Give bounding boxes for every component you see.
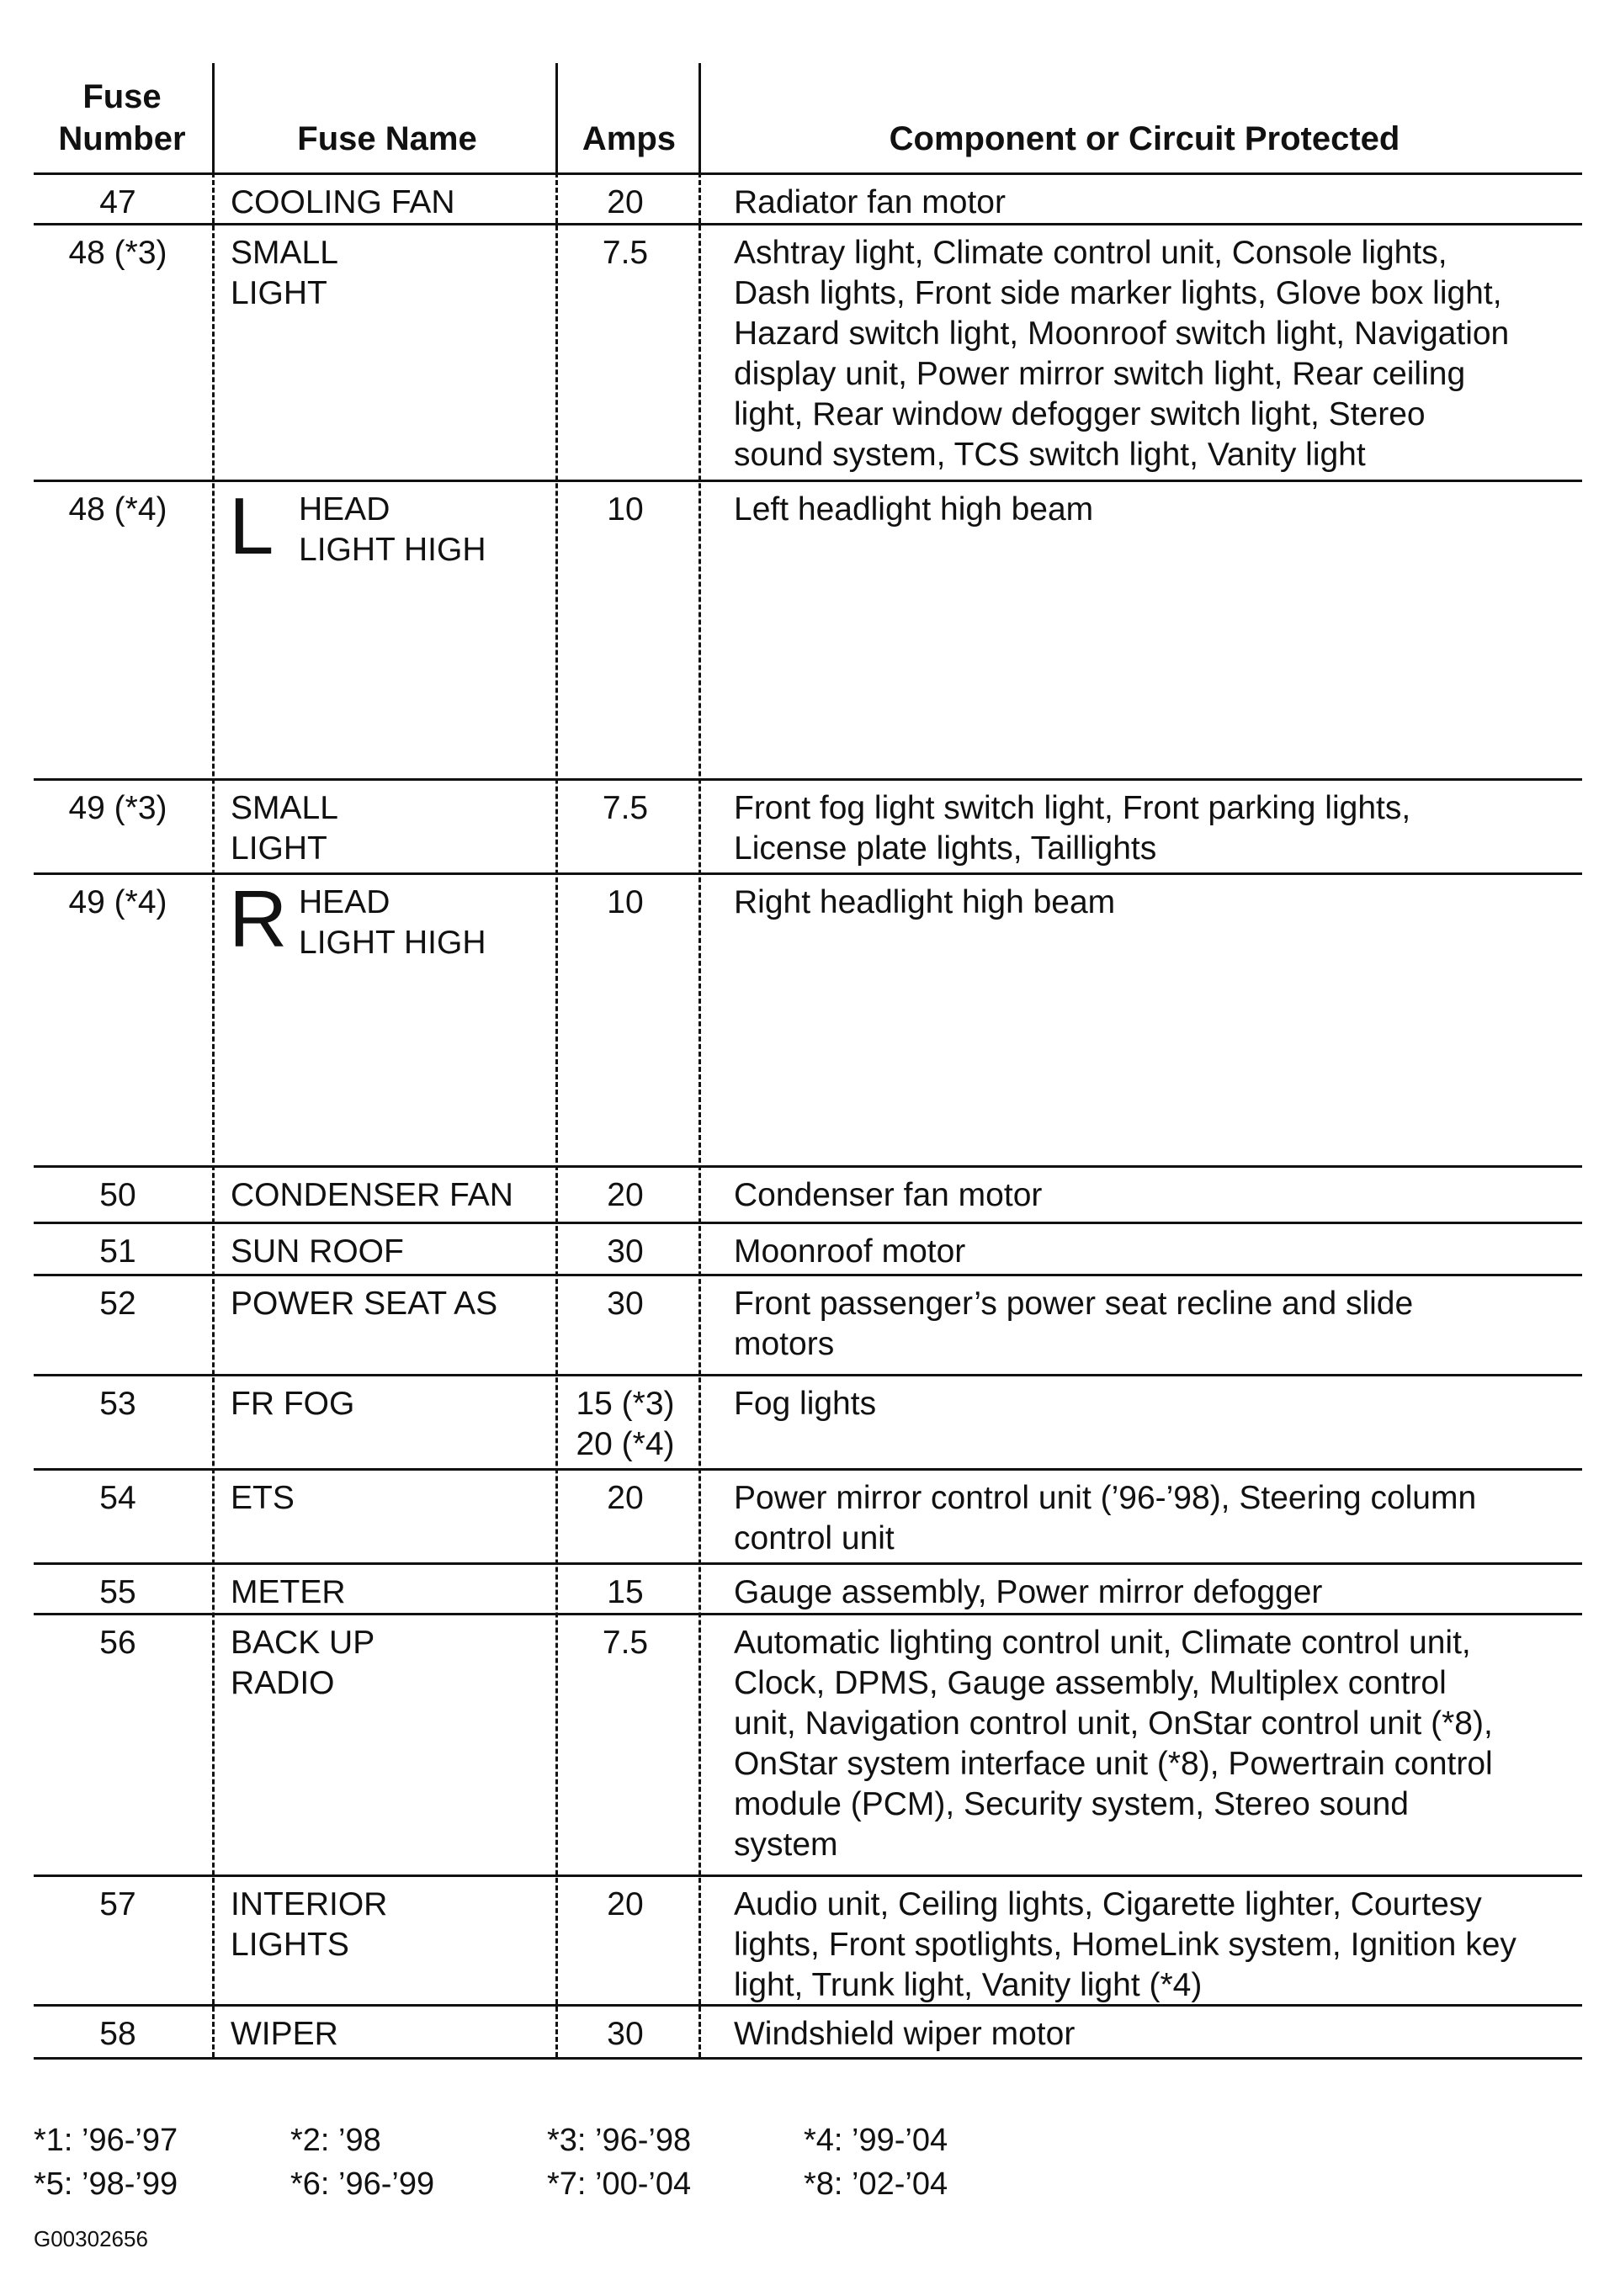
headlight-side-marker: R [229, 874, 288, 964]
component-description: Windshield wiper motor [734, 2016, 1076, 2052]
footnote-item: *6: ’96-’99 [290, 2166, 435, 2202]
header-fuse-number [50, 76, 194, 160]
component-description: Ashtray light, Climate control unit, Console lights, [734, 235, 1447, 271]
fuse-name: ETS [231, 1480, 295, 1516]
component-description: light, Trunk light, Vanity light (*4) [734, 1967, 1203, 2003]
component-description: Power mirror control unit (’96-’98), Steering column [734, 1480, 1477, 1516]
fuse-amps: 10 [607, 884, 644, 920]
row-separator [34, 872, 1582, 875]
fuse-number: 52 [99, 1286, 136, 1322]
component-description: Moonroof motor [734, 1233, 966, 1270]
fuse-name: FR FOG [231, 1386, 355, 1422]
component-description: Dash lights, Front side marker lights, Glove box light, [734, 275, 1502, 311]
row-separator [34, 1613, 1582, 1615]
row-separator [34, 1562, 1582, 1565]
column-divider-header [555, 63, 558, 172]
component-description: Clock, DPMS, Gauge assembly, Multiplex control [734, 1665, 1447, 1701]
fuse-name: SMALL [231, 790, 338, 826]
row-separator [34, 223, 1582, 225]
component-description: Audio unit, Ceiling lights, Cigarette lighter, Courtesy [734, 1886, 1482, 1922]
column-divider [555, 172, 558, 2057]
header-amps: Amps [582, 120, 677, 157]
fuse-name: POWER SEAT AS [231, 1286, 498, 1322]
fuse-number: 54 [99, 1480, 136, 1516]
component-description: Front fog light switch light, Front parking lights, [734, 790, 1411, 826]
component-description: unit, Navigation control unit, OnStar control unit (*8), [734, 1705, 1493, 1742]
table-bottom-rule [34, 2057, 1582, 2060]
fuse-number: 58 [99, 2016, 136, 2052]
row-separator [34, 778, 1582, 781]
fuse-amps: 30 [607, 2016, 644, 2052]
fuse-name: HEAD [299, 491, 390, 528]
row-separator [34, 480, 1582, 482]
figure-code: G00302656 [34, 2226, 148, 2251]
footnote-item: *2: ’98 [290, 2123, 381, 2158]
fuse-name: METER [231, 1574, 346, 1610]
fuse-amps: 7.5 [602, 1625, 649, 1661]
fuse-number: 48 (*3) [68, 235, 167, 271]
footnote-item: *8: ’02-’04 [804, 2166, 948, 2202]
fuse-name: LIGHT [231, 275, 327, 311]
fuse-amps: 20 [607, 1886, 644, 1922]
fuse-name: LIGHT HIGH [299, 925, 486, 961]
footnote-item: *1: ’96-’97 [34, 2123, 178, 2158]
footnote-item: *5: ’98-’99 [34, 2166, 178, 2202]
header-component: Component or Circuit Protected [889, 120, 1400, 157]
footnote-item: *7: ’00-’04 [547, 2166, 692, 2202]
footnote-item: *3: ’96-’98 [547, 2123, 692, 2158]
row-separator [34, 2004, 1582, 2007]
fuse-name: COOLING FAN [231, 184, 455, 220]
component-description: License plate lights, Taillights [734, 830, 1157, 867]
component-description: lights, Front spotlights, HomeLink system, Ignition key [734, 1927, 1516, 1963]
fuse-name: LIGHT [231, 830, 327, 867]
fuse-name: HEAD [299, 884, 390, 920]
component-description: Right headlight high beam [734, 884, 1116, 920]
header-rule [34, 172, 1582, 175]
fuse-name: INTERIOR [231, 1886, 388, 1922]
fuse-name: WIPER [231, 2016, 338, 2052]
fuse-amps: 15 [607, 1574, 644, 1610]
fuse-amps: 20 [607, 184, 644, 220]
component-description: Left headlight high beam [734, 491, 1094, 528]
component-description: Fog lights [734, 1386, 877, 1422]
fuse-amps: 10 [607, 491, 644, 528]
component-description: Gauge assembly, Power mirror defogger [734, 1574, 1323, 1610]
fuse-amps: 7.5 [602, 235, 649, 271]
column-divider [698, 172, 701, 2057]
row-separator [34, 1274, 1582, 1276]
component-description: light, Rear window defogger switch light, Stereo [734, 396, 1426, 432]
component-description: Front passenger’s power seat recline and slide [734, 1286, 1414, 1322]
header-fuse-name: Fuse Name [297, 120, 477, 157]
fuse-name: SUN ROOF [231, 1233, 404, 1270]
component-description: Automatic lighting control unit, Climate control unit, [734, 1625, 1471, 1661]
component-description: motors [734, 1326, 835, 1362]
fuse-number: 51 [99, 1233, 136, 1270]
fuse-number: 53 [99, 1386, 136, 1422]
fuse-amps: 15 (*3) [576, 1386, 675, 1422]
fuse-name: BACK UP [231, 1625, 375, 1661]
fuse-amps: 20 [607, 1177, 644, 1213]
row-separator [34, 1874, 1582, 1877]
column-divider-header [212, 63, 215, 172]
fuse-amps: 20 [607, 1480, 644, 1516]
fuse-amps: 7.5 [602, 790, 649, 826]
component-description: system [734, 1827, 838, 1863]
row-separator [34, 1468, 1582, 1471]
footnote-item: *4: ’99-’04 [804, 2123, 948, 2158]
row-separator [34, 1165, 1582, 1168]
header-fuse-number-line2: Number [58, 120, 186, 157]
fuse-number: 47 [99, 184, 136, 220]
component-description: display unit, Power mirror switch light, Rear ceiling [734, 356, 1466, 392]
column-divider [212, 172, 215, 2057]
fuse-amps: 20 (*4) [576, 1426, 675, 1462]
fuse-name: LIGHTS [231, 1927, 349, 1963]
component-description: OnStar system interface unit (*8), Powertrain control [734, 1746, 1493, 1782]
fuse-number: 57 [99, 1886, 136, 1922]
fuse-amps: 30 [607, 1233, 644, 1270]
fuse-number: 50 [99, 1177, 136, 1213]
component-description: Radiator fan motor [734, 184, 1006, 220]
fuse-number: 55 [99, 1574, 136, 1610]
component-description: Hazard switch light, Moonroof switch light, Navigation [734, 316, 1510, 352]
component-description: Condenser fan motor [734, 1177, 1043, 1213]
component-description: control unit [734, 1520, 895, 1556]
fuse-name: SMALL [231, 235, 338, 271]
fuse-number: 49 (*4) [68, 884, 167, 920]
fuse-name: RADIO [231, 1665, 335, 1701]
fuse-number: 48 (*4) [68, 491, 167, 528]
headlight-side-marker: L [229, 481, 274, 571]
fuse-number: 56 [99, 1625, 136, 1661]
component-description: module (PCM), Security system, Stereo sound [734, 1786, 1409, 1822]
row-separator [34, 1222, 1582, 1224]
fuse-name: LIGHT HIGH [299, 532, 486, 568]
component-description: sound system, TCS switch light, Vanity light [734, 437, 1366, 473]
row-separator [34, 1374, 1582, 1376]
fuse-number: 49 (*3) [68, 790, 167, 826]
fuse-name: CONDENSER FAN [231, 1177, 513, 1213]
column-divider-header [698, 63, 701, 172]
fuse-amps: 30 [607, 1286, 644, 1322]
header-fuse-number-line1: Fuse [82, 78, 162, 115]
